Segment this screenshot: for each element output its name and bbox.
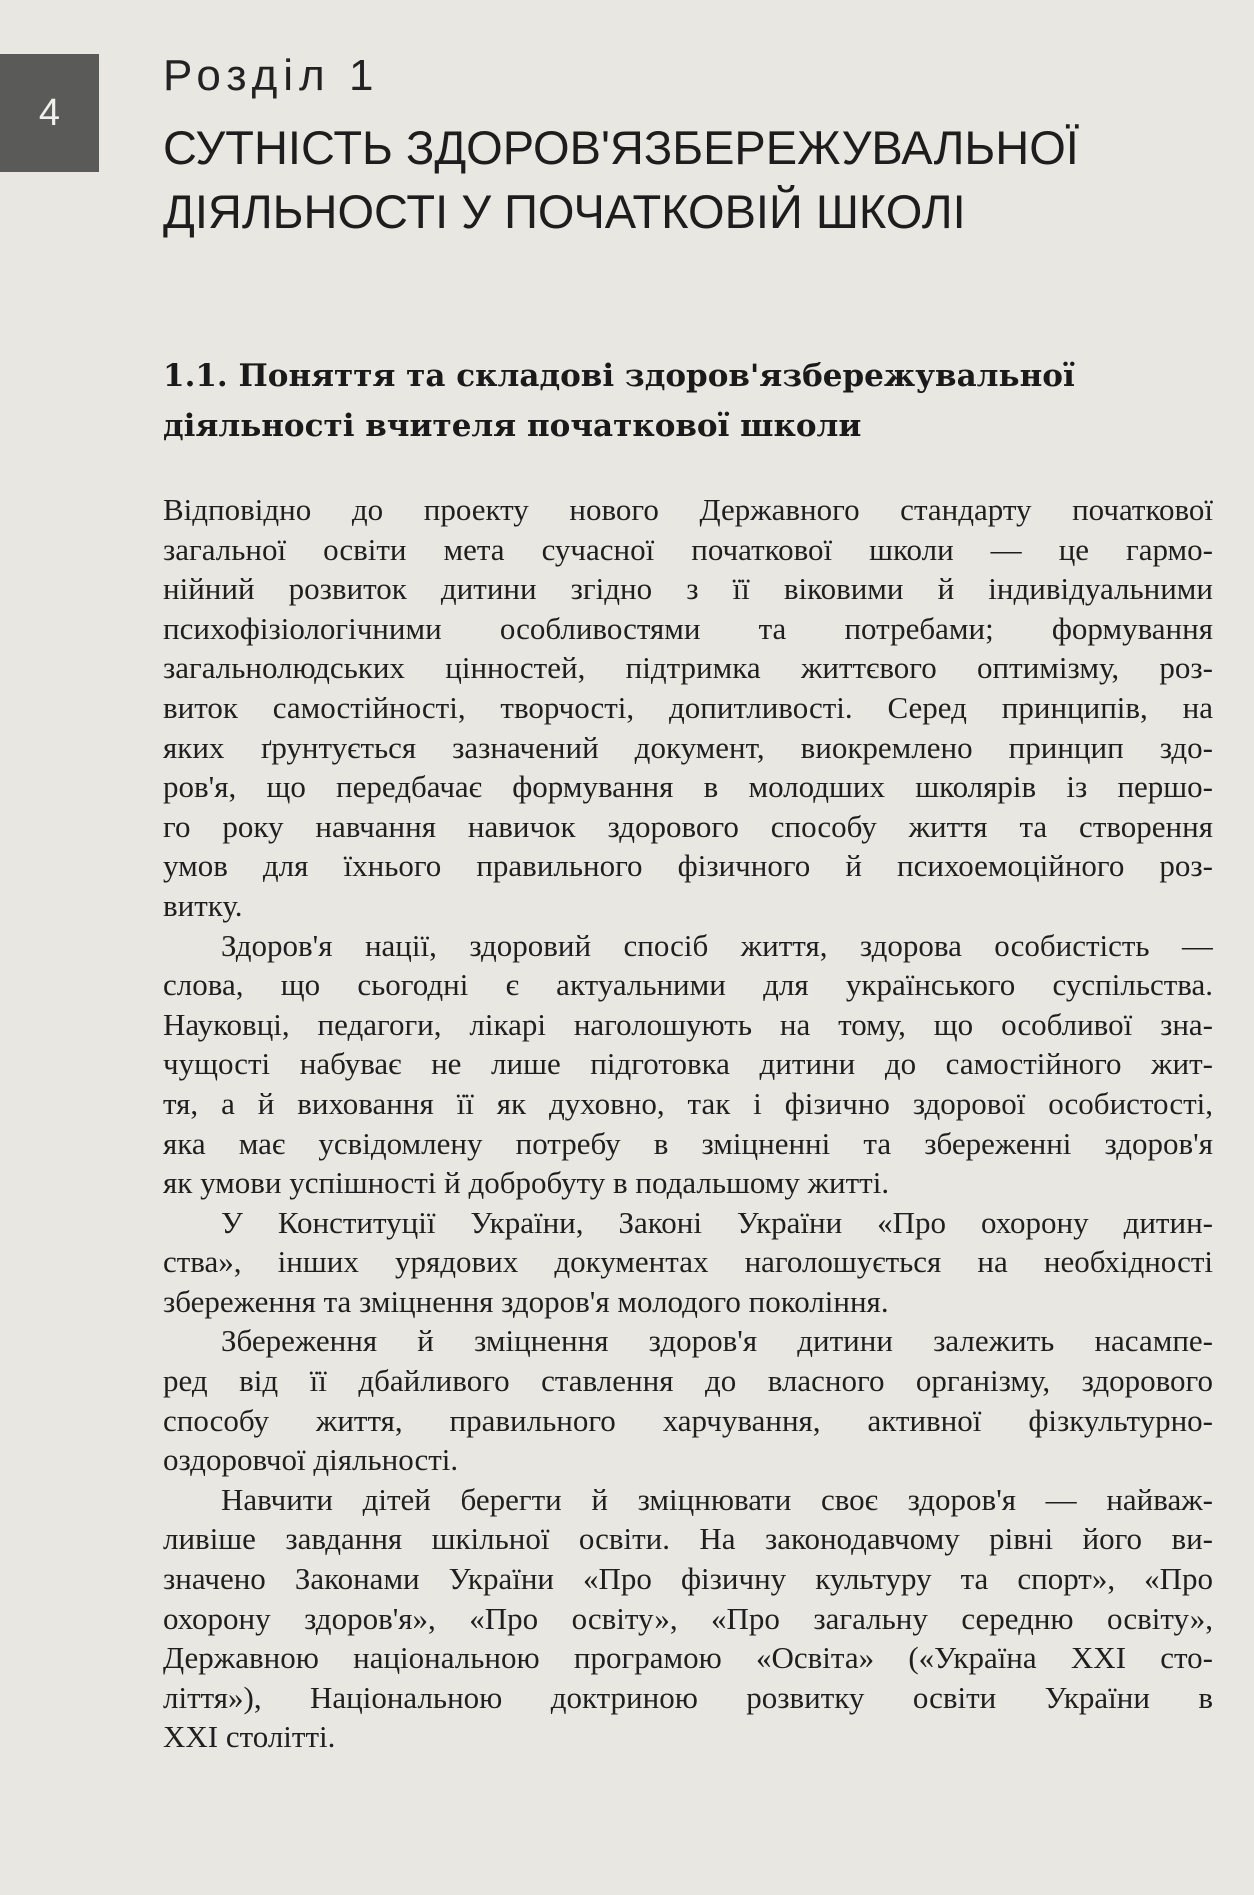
text-line: Збереження й зміцнення здоров'я дитини залежить насампе-	[221, 1323, 1213, 1359]
page-number: 4	[38, 91, 61, 134]
text-line: яких ґрунтується зазначений документ, виокремлено принцип здо-	[163, 729, 1213, 765]
text-line: значено Законами України «Про фізичну культуру та спорт», «Про	[163, 1561, 1213, 1597]
text-line: Науковці, педагоги, лікарі наголошують на тому, що особливої зна-	[163, 1006, 1213, 1042]
text-line: психофізіологічними особливостями та потребами; формування	[163, 610, 1213, 646]
text-line: го року навчання навичок здорового способу життя та створення	[163, 808, 1213, 844]
text-line: Здоров'я нації, здоровий спосіб життя, здорова особистість —	[221, 927, 1213, 963]
chapter-title	[163, 116, 1213, 244]
text-line: охорону здоров'я», «Про освіту», «Про загальну середню освіту»,	[163, 1600, 1213, 1636]
text-line: ливіше завдання шкільної освіти. На законодавчому рівні його ви-	[163, 1521, 1213, 1557]
text-line: чущості набуває не лише підготовка дитини до самостійного жит-	[163, 1046, 1213, 1082]
text-line: оздоровчої діяльності.	[163, 1442, 459, 1478]
text-line: способу життя, правильного харчування, активної фізкультурно-	[163, 1402, 1213, 1438]
text-line: слова, що сьогодні є актуальними для українського суспільства.	[163, 967, 1213, 1003]
text-line: ства», інших урядових документах наголошується на необхідності	[163, 1244, 1213, 1280]
text-line: тя, а й виховання її як духовно, так і фізично здорової особистості,	[163, 1085, 1213, 1121]
text-line: як умови успішності й добробуту в подальшому житті.	[163, 1165, 890, 1201]
chapter-label: Розділ 1	[163, 51, 380, 100]
text-line: витку.	[163, 887, 243, 923]
section-title-line: діяльності вчителя початкової школи	[163, 408, 862, 444]
text-line: ліття»), Національною доктриною розвитку освіти України в	[163, 1679, 1213, 1715]
text-line: яка має усвідомлену потребу в зміцненні та збереженні здоров'я	[163, 1125, 1213, 1161]
text-line: збереження та зміцнення здоров'я молодого покоління.	[163, 1283, 889, 1319]
text-line: Державною національною програмою «Освіта» («Україна XXI сто-	[163, 1640, 1213, 1676]
section-title	[163, 351, 1213, 451]
text-line: XXI столітті.	[163, 1719, 336, 1755]
text-line: виток самостійності, творчості, допитливості. Серед принципів, на	[163, 689, 1213, 725]
body-text	[163, 490, 1213, 1757]
text-line: нійний розвиток дитини згідно з її віковими й індивідуальними	[163, 571, 1213, 607]
section-title-line: 1.1. Поняття та складові здоров'язбережувальної	[163, 358, 1075, 394]
text-line: У Конституції України, Законі України «Про охорону дитин-	[221, 1204, 1213, 1240]
text-line: загальнолюдських цінностей, підтримка життєвого оптимізму, роз-	[163, 650, 1213, 686]
chapter-title-line: ДІЯЛЬНОСТІ У ПОЧАТКОВІЙ ШКОЛІ	[163, 185, 966, 238]
text-line: ров'я, що передбачає формування в молодших школярів із першо-	[163, 769, 1213, 805]
text-line: загальної освіти мета сучасної початкової школи — це гармо-	[163, 531, 1213, 567]
chapter-title-line: СУТНІСТЬ ЗДОРОВ'ЯЗБЕРЕЖУВАЛЬНОЇ	[163, 121, 1079, 174]
text-line: ред від її дбайливого ставлення до власного організму, здорового	[163, 1363, 1213, 1399]
text-line: умов для їхнього правильного фізичного й психоемоційного роз-	[163, 848, 1213, 884]
text-line: Навчити дітей берегти й зміцнювати своє здоров'я — найваж-	[221, 1481, 1213, 1517]
page-number-badge	[0, 54, 99, 172]
text-line: Відповідно до проекту нового Державного стандарту початкової	[163, 492, 1213, 527]
